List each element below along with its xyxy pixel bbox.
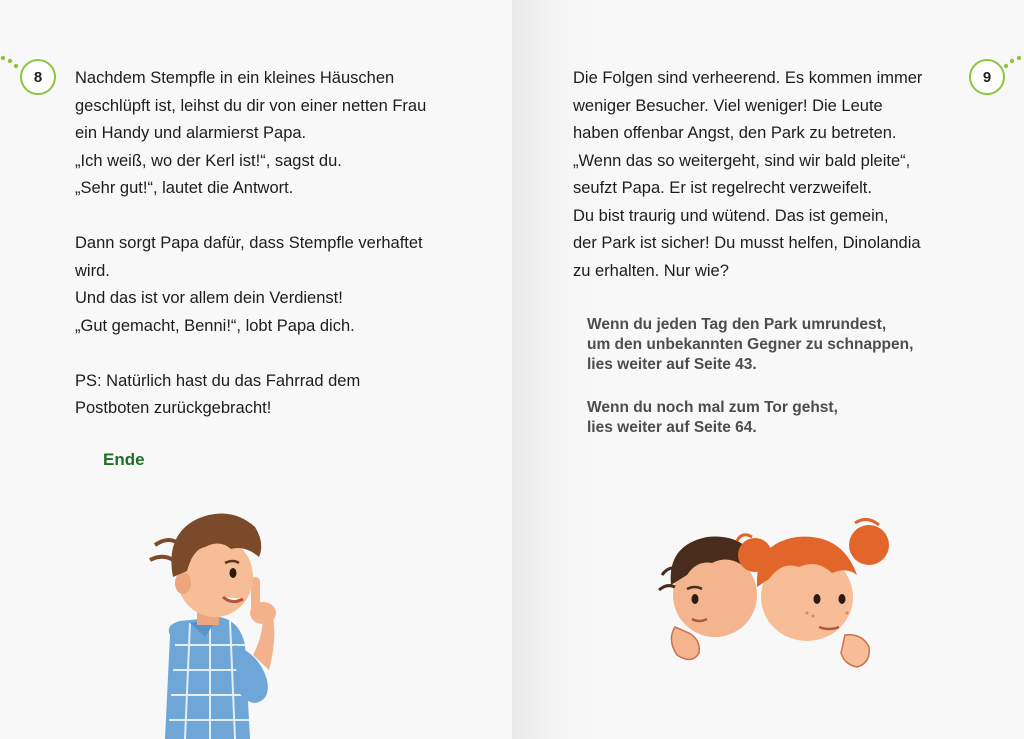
story-line: Dann sorgt Papa dafür, dass Stempfle verhaftet — [75, 234, 423, 252]
story-line: haben offenbar Angst, den Park zu betreten. — [573, 124, 897, 142]
story-line: Du bist traurig und wütend. Das ist gemein, — [573, 206, 889, 225]
story-line: „Wenn das so weitergeht, sind wir bald pleite“, — [573, 151, 911, 170]
boy-and-girl-thinking-illustration — [657, 515, 897, 680]
story-line: geschlüpft ist, leihst du dir von einer netten Frau — [75, 96, 427, 115]
story-line: seufzt Papa. Er ist regelrecht verzweifelt. — [573, 179, 872, 197]
right-story-text — [573, 65, 983, 285]
story-line: Postboten zurückgebracht! — [75, 399, 272, 417]
story-line: Die Folgen sind verheerend. Es kommen immer — [573, 69, 923, 87]
choice-option[interactable] — [587, 315, 987, 375]
ending-label: Ende — [103, 450, 145, 469]
story-line: Und das ist vor allem dein Verdienst! — [75, 289, 343, 307]
story-line: weniger Besucher. Viel weniger! Die Leute — [573, 96, 883, 115]
paragraph-gap — [75, 340, 485, 368]
right-page — [512, 0, 1024, 739]
story-line: ein Handy und alarmierst Papa. — [75, 124, 307, 142]
choice-option[interactable] — [587, 398, 987, 438]
choice-line: lies weiter auf Seite 64. — [587, 419, 757, 436]
story-line: „Sehr gut!“, lautet die Antwort. — [75, 179, 294, 197]
story-line: PS: Natürlich hast du das Fahrrad dem — [75, 371, 361, 390]
page-number: 9 — [969, 59, 1005, 95]
story-line: Nachdem Stempfle in ein kleines Häuschen — [75, 69, 395, 87]
story-line: der Park ist sicher! Du musst helfen, Dinolandia — [573, 234, 921, 252]
choice-line: lies weiter auf Seite 43. — [587, 356, 757, 373]
story-line: wird. — [75, 261, 110, 280]
paragraph-gap — [75, 203, 485, 231]
choice-line: Wenn du jeden Tag den Park umrundest, — [587, 316, 887, 333]
page-number: 8 — [20, 59, 56, 95]
left-story-text — [75, 65, 485, 423]
story-line: zu erhalten. Nur wie? — [573, 261, 729, 280]
story-line: „Ich weiß, wo der Kerl ist!“, sagst du. — [75, 151, 342, 170]
choice-line: um den unbekannten Gegner zu schnappen, — [587, 336, 914, 353]
story-line: „Gut gemacht, Benni!“, lobt Papa dich. — [75, 316, 355, 335]
decorative-dots-icon — [998, 52, 1022, 76]
choices-block — [587, 315, 987, 461]
choice-line: Wenn du noch mal zum Tor gehst, — [587, 399, 838, 416]
boy-shushing-illustration — [135, 505, 285, 739]
